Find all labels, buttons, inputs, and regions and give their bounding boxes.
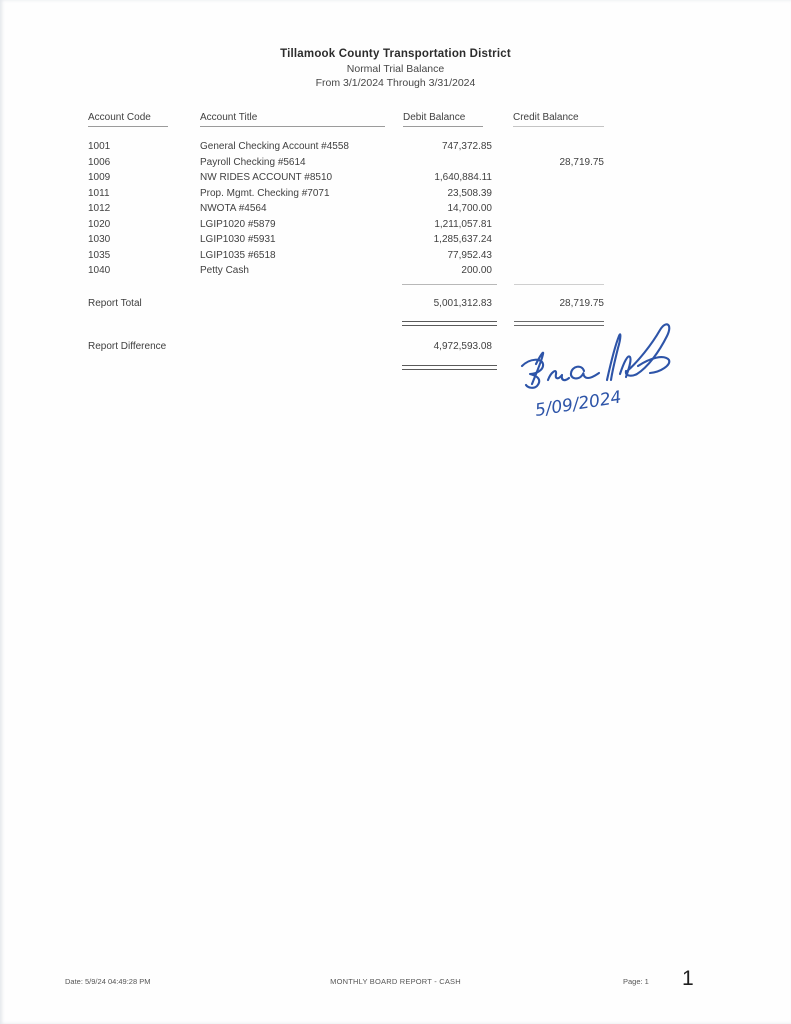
account-code: 1020 [88, 218, 111, 230]
account-code: 1030 [88, 234, 111, 245]
signature-date: 5/09/2024 [533, 387, 623, 421]
account-code: 1011 [88, 187, 110, 199]
table-row [88, 232, 604, 248]
account-title: Petty Cash [200, 265, 249, 276]
debit-single-rule [402, 284, 497, 286]
table-row [88, 170, 604, 186]
account-title: General Checking Account #4558 [200, 141, 349, 152]
report-total-debit: 5,001,312.83 [433, 297, 492, 309]
signature-stroke [571, 367, 599, 379]
debit-balance: 77,952.43 [447, 249, 492, 261]
debit-balance: 14,700.00 [447, 203, 492, 214]
footer-print-date: Date: 5/9/24 04:49:28 PM [65, 977, 151, 986]
account-code: 1009 [88, 172, 111, 183]
account-title: NWOTA #4564 [200, 203, 267, 214]
report-date-range: From 3/1/2024 Through 3/31/2024 [315, 77, 476, 89]
table-row [88, 217, 604, 233]
footer-report-name: MONTHLY BOARD REPORT - CASH [330, 977, 461, 986]
report-total-row [88, 296, 604, 311]
account-code: 1006 [88, 156, 111, 168]
debit-balance: 23,508.39 [447, 187, 492, 199]
account-title: NW RIDES ACCOUNT #8510 [200, 172, 333, 183]
column-header-credit-balance: Credit Balance [497, 112, 604, 127]
account-code: 1001 [88, 141, 111, 152]
footer-page-number: Page: 1 [623, 977, 649, 986]
table-row [88, 263, 604, 279]
column-total-rule [88, 284, 604, 286]
credit-balance: 28,719.75 [559, 156, 604, 168]
table-row [88, 201, 604, 217]
debit-double-rule [402, 321, 497, 326]
table-row [88, 248, 604, 264]
credit-single-rule [514, 284, 604, 286]
account-title: LGIP1020 #5879 [200, 218, 276, 230]
difference-double-rule [402, 365, 497, 370]
report-total-label: Report Total [88, 297, 142, 309]
account-title: LGIP1030 #5931 [200, 234, 276, 245]
account-title: LGIP1035 #6518 [200, 249, 276, 261]
account-code: 1012 [88, 203, 111, 214]
table-body [88, 139, 604, 279]
report-difference-label: Report Difference [88, 340, 167, 352]
table-row [88, 139, 604, 155]
handwritten-signature [512, 316, 682, 434]
report-total-credit: 28,719.75 [559, 297, 604, 309]
column-header-account-code: Account Code [88, 112, 200, 127]
column-header-account-title: Account Title [200, 112, 390, 127]
account-code: 1035 [88, 249, 111, 261]
report-difference-debit: 4,972,593.08 [433, 340, 492, 352]
debit-balance: 200.00 [461, 265, 492, 276]
table-row [88, 186, 604, 202]
account-title: Prop. Mgmt. Checking #7071 [200, 187, 330, 199]
debit-balance: 1,640,884.11 [434, 172, 492, 183]
page-number-stamp: 1 [682, 967, 694, 990]
column-header-debit-balance: Debit Balance [390, 112, 497, 127]
report-title: Tillamook County Transportation District [280, 48, 511, 60]
signature-stroke [548, 371, 569, 380]
table-header-row [88, 112, 604, 129]
report-header [0, 48, 791, 89]
signature-stroke [607, 334, 620, 380]
debit-balance: 747,372.85 [441, 141, 492, 152]
table-row [88, 155, 604, 171]
debit-balance: 1,285,637.24 [433, 234, 492, 245]
debit-balance: 1,211,057.81 [434, 218, 492, 230]
account-title: Payroll Checking #5614 [200, 156, 306, 168]
report-subtitle: Normal Trial Balance [346, 63, 445, 75]
account-code: 1040 [88, 265, 111, 276]
